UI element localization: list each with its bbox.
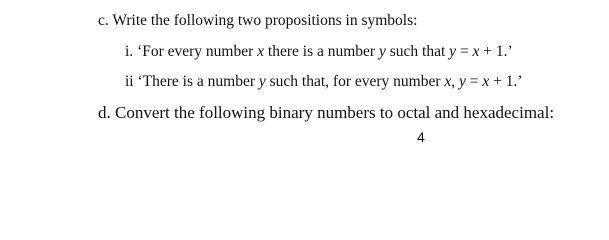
text-segment: = bbox=[456, 43, 473, 60]
text-segment: such that, for every number bbox=[265, 73, 445, 90]
subitem-ii bbox=[125, 74, 523, 90]
page-number: 4 bbox=[417, 129, 425, 145]
item-text-c: Write the following two propositions in symbols: bbox=[112, 12, 418, 29]
variable: y bbox=[378, 43, 386, 60]
text-segment: + 1.’ bbox=[479, 43, 513, 60]
item-marker-ii: ii bbox=[125, 73, 134, 90]
text-segment: , bbox=[451, 73, 460, 90]
item-marker-c: c. bbox=[98, 12, 109, 29]
text-segment: ‘There is a number bbox=[137, 73, 259, 90]
text-segment: = bbox=[465, 73, 483, 90]
question-item-c bbox=[98, 13, 417, 29]
text-segment: such that bbox=[385, 43, 450, 60]
variable: x bbox=[482, 73, 490, 90]
variable: x bbox=[444, 73, 452, 90]
variable: y bbox=[258, 73, 266, 90]
text-segment: there is a number bbox=[264, 43, 379, 60]
text-segment: + 1.’ bbox=[489, 73, 523, 90]
proposition-text-i bbox=[137, 43, 513, 60]
variable: x bbox=[472, 43, 480, 60]
variable: x bbox=[257, 43, 265, 60]
text-segment: ‘For every number bbox=[137, 43, 258, 60]
item-marker-d: d. bbox=[98, 103, 111, 122]
subitem-i bbox=[125, 44, 513, 60]
item-text-d: Convert the following binary numbers to octal and hexadecimal: bbox=[115, 103, 555, 122]
variable: y bbox=[449, 43, 457, 60]
question-item-d bbox=[98, 104, 554, 121]
item-marker-i: i. bbox=[125, 43, 134, 60]
proposition-text-ii bbox=[138, 73, 523, 90]
variable: y bbox=[459, 73, 466, 90]
